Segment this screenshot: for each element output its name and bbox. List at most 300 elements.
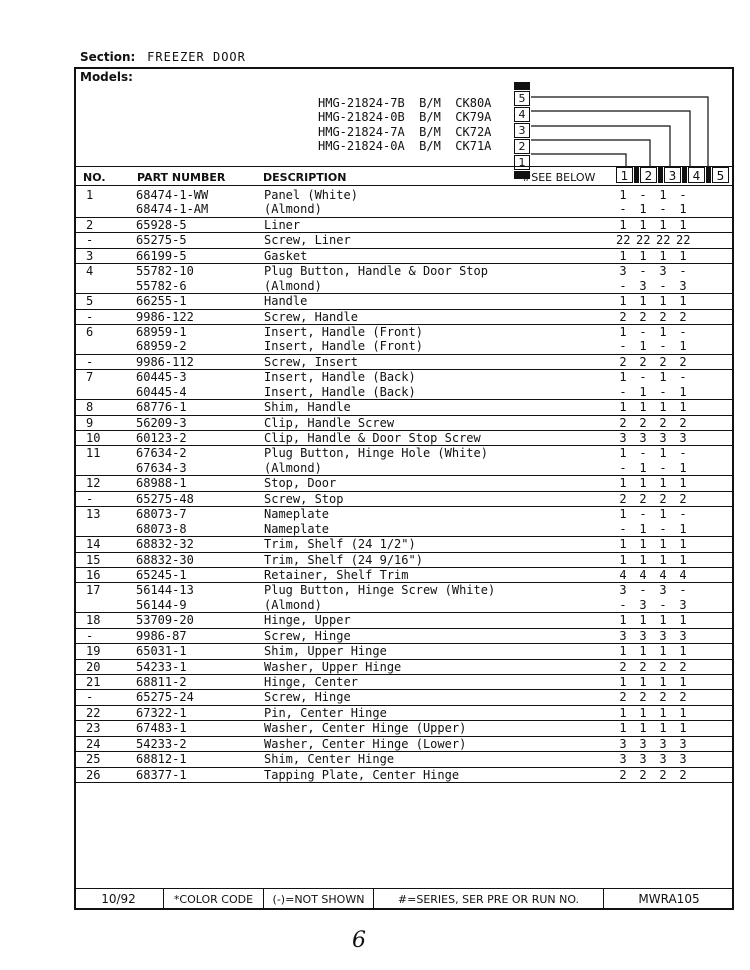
item-number: 10 [86,431,101,445]
table-row [76,400,732,415]
part-number: 68988-1 [136,476,187,491]
quantity-cell: 1 [619,552,627,567]
table-row [76,721,732,736]
part-number: 65275-24 [136,690,194,705]
quantity-cell: 1 [679,644,687,659]
quantity-cell: 22 [656,233,671,248]
section-label: Section: [80,50,136,64]
quantity-cell: 1 [619,675,627,689]
footer-not-shown: (-)=NOT SHOWN [264,889,374,910]
description: Gasket [264,248,308,263]
quantity-cell: 1 [679,552,687,567]
quantity-cell: 1 [639,552,647,567]
column-number: 4 [688,167,705,183]
table-row [76,431,732,446]
item-number: 14 [86,537,101,552]
quantity-cell: 1 [639,721,647,736]
quantity-cell: 2 [639,415,647,430]
quantity-cell: 1 [619,217,627,232]
item-number: 12 [86,476,101,491]
page-number: 6 [352,928,366,953]
quantity-cell: 1 [659,644,667,659]
item-number: 6 [86,324,94,339]
footer-color-code: *COLOR CODE [164,889,264,910]
header-description: DESCRIPTION [263,171,347,184]
model-line: HMG-21824-0B B/M CK79A [318,110,492,125]
quantity-cell: 1 [679,400,687,415]
part-number: 68776-1 [136,400,187,415]
quantity-cell: 1 [639,537,647,552]
description: Screw, Handle [264,309,358,324]
table-row [76,233,732,248]
quantity-cell: 1 [639,521,647,536]
part-number: 67634-3 [136,460,187,475]
quantity-cell: 3 [619,431,627,445]
description: Nameplate [264,521,330,536]
quantity-cell: 22 [676,233,691,248]
table-row [76,737,732,752]
quantity-cell: 1 [639,217,647,232]
quantity-cell: 1 [639,294,647,309]
quantity-cell: 1 [679,202,687,217]
quantity-cell: 2 [639,354,647,369]
quantity-cell: 2 [619,309,627,324]
quantity-cell: 1 [619,644,627,659]
column-number: 3 [664,167,681,183]
footer-series-note: #=SERIES, SER PRE OR RUN NO. [374,889,604,910]
quantity-cell: 3 [679,736,687,751]
footer-doc-code: MWRA105 [638,892,700,906]
quantity-cell: 1 [639,460,647,475]
quantity-cell: 4 [679,567,687,582]
table-row [76,752,732,767]
quantity-cell: 2 [619,767,627,782]
quantity-cell: 1 [659,552,667,567]
part-number: 60445-4 [136,384,187,399]
quantity-cell: - [679,507,687,522]
quantity-cell: 1 [679,339,687,354]
item-number: 26 [86,767,101,782]
header-part-number: PART NUMBER [137,171,226,184]
quantity-cell: 2 [619,354,627,369]
quantity-cell: 1 [659,507,667,522]
quantity-cell: 1 [639,202,647,217]
quantity-cell: 1 [659,248,667,263]
quantity-cell: 1 [679,705,687,720]
quantity-cell: 1 [659,217,667,232]
quantity-cell: 1 [639,644,647,659]
quantity-cell: 2 [619,491,627,506]
quantity-cell: 1 [639,613,647,628]
item-number: 4 [86,264,94,279]
description: Insert, Handle (Front) [264,324,423,339]
quantity-cell: 1 [619,370,627,385]
table-row [76,279,732,294]
quantity-cell: - [639,507,647,522]
table-row [76,264,732,278]
part-number: 55782-6 [136,278,187,293]
description: Tapping Plate, Center Hinge [264,767,460,782]
quantity-cell: 3 [659,264,667,279]
description: Insert, Handle (Back) [264,384,416,399]
quantity-cell: 2 [639,309,647,324]
description: (Almond) [264,278,322,293]
quantity-cell: 3 [619,583,627,598]
item-number: 8 [86,400,94,415]
quantity-cell: 2 [619,690,627,705]
description: Screw, Insert [264,354,358,369]
table-row [76,476,732,491]
quantity-cell: 2 [639,767,647,782]
quantity-cell: 3 [619,628,627,643]
quantity-cell: - [639,370,647,385]
table-row [76,294,732,309]
quantity-cell: 1 [679,721,687,736]
table-row [76,446,732,460]
part-number: 68474-1-AM [136,202,209,217]
description: (Almond) [264,460,322,475]
item-number: 13 [86,507,101,522]
quantity-cell: - [619,521,627,536]
quantity-cell: - [639,264,647,279]
quantity-cell: 2 [659,659,667,674]
quantity-cell: 1 [659,721,667,736]
item-number: - [86,309,94,324]
part-number: 60123-2 [136,431,187,445]
quantity-cell: 1 [659,294,667,309]
quantity-cell: 1 [619,400,627,415]
quantity-cell: 2 [659,491,667,506]
quantity-cell: 1 [679,476,687,491]
part-number: 68073-8 [136,521,187,536]
quantity-cell: 3 [659,583,667,598]
item-number: 5 [86,294,94,309]
quantity-cell: 2 [659,767,667,782]
part-number: 68832-30 [136,552,194,567]
table-row [76,522,732,537]
table-row [76,325,732,339]
part-number: 68959-1 [136,324,187,339]
footer-bar [74,888,734,910]
table-row [76,370,732,384]
item-number: - [86,628,94,643]
quantity-cell: 3 [679,278,687,293]
quantity-cell: - [679,446,687,461]
part-number: 54233-1 [136,659,187,674]
quantity-cell: 1 [659,476,667,491]
item-number: 9 [86,415,94,430]
description: Clip, Handle Screw [264,415,395,430]
quantity-cell: 1 [619,324,627,339]
quantity-cell: 2 [679,309,687,324]
quantity-cell: 1 [619,446,627,461]
quantity-cell: 1 [659,446,667,461]
connector-line [531,126,670,167]
connector-line [531,111,690,167]
item-number: 21 [86,675,101,689]
quantity-cell: - [619,202,627,217]
quantity-cell: 2 [679,415,687,430]
part-number: 60445-3 [136,370,187,385]
description: Trim, Shelf (24 9/16") [264,552,423,567]
quantity-cell: 1 [619,476,627,491]
part-number: 9986-112 [136,354,194,369]
item-number: 19 [86,644,101,659]
quantity-cell: 3 [639,431,647,445]
item-number: 16 [86,567,101,582]
quantity-cell: 3 [659,736,667,751]
description: Hinge, Upper [264,613,351,628]
description: Screw, Stop [264,491,344,506]
quantity-cell: 22 [636,233,651,248]
description: Nameplate [264,507,330,522]
section-value: FREEZER DOOR [147,50,246,64]
quantity-cell: 4 [659,567,667,582]
table-row [76,598,732,613]
quantity-cell: 1 [619,507,627,522]
part-number: 56144-9 [136,597,187,612]
table-row [76,188,732,202]
column-number: 5 [712,167,729,183]
table-row [76,568,732,583]
column-separator [706,167,711,183]
quantity-cell: 3 [619,752,627,767]
part-number: 68959-2 [136,339,187,354]
quantity-cell: 1 [619,613,627,628]
quantity-cell: 3 [619,736,627,751]
description: Washer, Center Hinge (Upper) [264,721,467,736]
table-row [76,339,732,354]
quantity-cell: 3 [659,628,667,643]
description: Liner [264,217,301,232]
quantity-cell: 2 [679,767,687,782]
table-row [76,583,732,597]
quantity-cell: - [619,384,627,399]
quantity-cell: - [659,460,667,475]
model-box: 1 [514,155,530,170]
part-number: 54233-2 [136,736,187,751]
item-number: 18 [86,613,101,628]
item-number: 24 [86,736,101,751]
quantity-cell: 2 [639,491,647,506]
part-number: 68377-1 [136,767,187,782]
item-number: 2 [86,217,94,232]
column-separator [634,167,639,183]
item-number: - [86,690,94,705]
quantity-cell: 3 [679,752,687,767]
item-number: 3 [86,248,94,263]
quantity-cell: 2 [679,491,687,506]
quantity-cell: - [679,583,687,598]
quantity-cell: 22 [616,233,631,248]
description: Insert, Handle (Front) [264,339,423,354]
connector-line [531,97,708,167]
table-row [76,202,732,217]
quantity-cell: 2 [659,354,667,369]
description: (Almond) [264,202,322,217]
table-row [76,492,732,507]
item-number: - [86,491,94,506]
quantity-cell: - [639,446,647,461]
quantity-cell: - [659,384,667,399]
quantity-cell: 1 [679,460,687,475]
quantity-cell: 1 [659,324,667,339]
description: Screw, Hinge [264,628,351,643]
quantity-cell: 3 [639,736,647,751]
table-row [76,675,732,690]
description: Washer, Upper Hinge [264,659,402,674]
quantity-cell: 2 [659,690,667,705]
quantity-cell: - [679,370,687,385]
table-row [76,218,732,233]
quantity-cell: 1 [619,537,627,552]
column-separator [682,167,687,183]
model-box: 3 [514,123,530,138]
quantity-cell: 1 [679,217,687,232]
description: Plug Button, Hinge Screw (White) [264,583,496,598]
quantity-cell: 1 [639,675,647,689]
part-number: 65031-1 [136,644,187,659]
table-row [76,461,732,476]
quantity-cell: 2 [619,659,627,674]
quantity-cell: - [659,202,667,217]
description: (Almond) [264,597,322,612]
table-row [76,690,732,705]
header-bottom-rule [74,185,734,186]
models-label: Models: [80,70,133,84]
item-number: - [86,233,94,248]
description: Insert, Handle (Back) [264,370,416,385]
description: Handle [264,294,308,309]
description: Screw, Hinge [264,690,351,705]
quantity-cell: 3 [659,431,667,445]
quantity-cell: 1 [679,675,687,689]
table-row [76,768,732,783]
quantity-cell: - [659,597,667,612]
description: Screw, Liner [264,233,351,248]
quantity-cell: 1 [639,705,647,720]
quantity-cell: 2 [679,690,687,705]
quantity-cell: 1 [639,476,647,491]
quantity-cell: 1 [639,248,647,263]
parts-table-body [76,188,732,783]
quantity-cell: 1 [639,400,647,415]
quantity-cell: - [659,278,667,293]
description: Shim, Handle [264,400,351,415]
quantity-cell: 2 [639,690,647,705]
quantity-cell: - [639,324,647,339]
quantity-cell: 1 [659,613,667,628]
table-row [76,629,732,644]
item-number: 7 [86,370,94,385]
part-number: 66199-5 [136,248,187,263]
part-number: 65928-5 [136,217,187,232]
quantity-cell: 4 [619,567,627,582]
quantity-cell: 2 [619,415,627,430]
description: Pin, Center Hinge [264,705,387,720]
quantity-cell: 1 [659,537,667,552]
table-row [76,507,732,521]
quantity-cell: 1 [619,294,627,309]
table-row [76,660,732,675]
description: Retainer, Shelf Trim [264,567,409,582]
part-number: 67634-2 [136,446,187,461]
model-box: 5 [514,91,530,106]
item-number: 1 [86,188,94,202]
item-number: 15 [86,552,101,567]
quantity-cell: 1 [679,613,687,628]
table-row [76,416,732,431]
model-box: 4 [514,107,530,122]
quantity-cell: - [639,188,647,202]
model-line: HMG-21824-0A B/M CK71A [318,138,492,153]
table-row [76,355,732,370]
quantity-cell: - [619,597,627,612]
quantity-cell: 3 [679,628,687,643]
table-row [76,706,732,721]
part-number: 68811-2 [136,675,187,689]
quantity-cell: 1 [659,675,667,689]
quantity-cell: 1 [679,248,687,263]
table-row [76,249,732,264]
quantity-cell: 1 [679,384,687,399]
quantity-cell: 1 [619,248,627,263]
part-number: 65275-48 [136,491,194,506]
quantity-cell: 4 [639,567,647,582]
item-number: 11 [86,446,101,461]
item-number: 25 [86,752,101,767]
quantity-cell: 1 [679,294,687,309]
description: Washer, Center Hinge (Lower) [264,736,467,751]
quantity-cell: 2 [639,659,647,674]
quantity-cell: 1 [619,188,627,202]
item-number: 17 [86,583,101,598]
part-number: 53709-20 [136,613,194,628]
description: Shim, Upper Hinge [264,644,387,659]
table-row [76,537,732,552]
quantity-cell: 1 [619,721,627,736]
part-number: 66255-1 [136,294,187,309]
quantity-cell: 2 [679,659,687,674]
quantity-cell: 3 [639,752,647,767]
quantity-cell: - [619,278,627,293]
quantity-cell: 1 [619,705,627,720]
model-column-heads [616,167,730,183]
table-row [76,310,732,325]
quantity-cell: 3 [639,597,647,612]
description: Stop, Door [264,476,337,491]
description: Clip, Handle & Door Stop Screw [264,431,481,445]
quantity-cell: - [619,339,627,354]
table-row [76,644,732,659]
part-number: 9986-122 [136,309,194,324]
quantity-cell: - [659,339,667,354]
item-number: - [86,354,94,369]
quantity-cell: 1 [659,370,667,385]
part-number: 68812-1 [136,752,187,767]
footer-date: 10/92 [74,889,164,910]
quantity-cell: 1 [639,384,647,399]
quantity-cell: - [659,521,667,536]
description: Trim, Shelf (24 1/2") [264,537,416,552]
quantity-cell: - [639,583,647,598]
model-box: 2 [514,139,530,154]
description: Panel (White) [264,188,358,202]
table-row [76,385,732,400]
quantity-cell: 3 [639,628,647,643]
quantity-cell: 3 [679,431,687,445]
quantity-cell: - [619,460,627,475]
